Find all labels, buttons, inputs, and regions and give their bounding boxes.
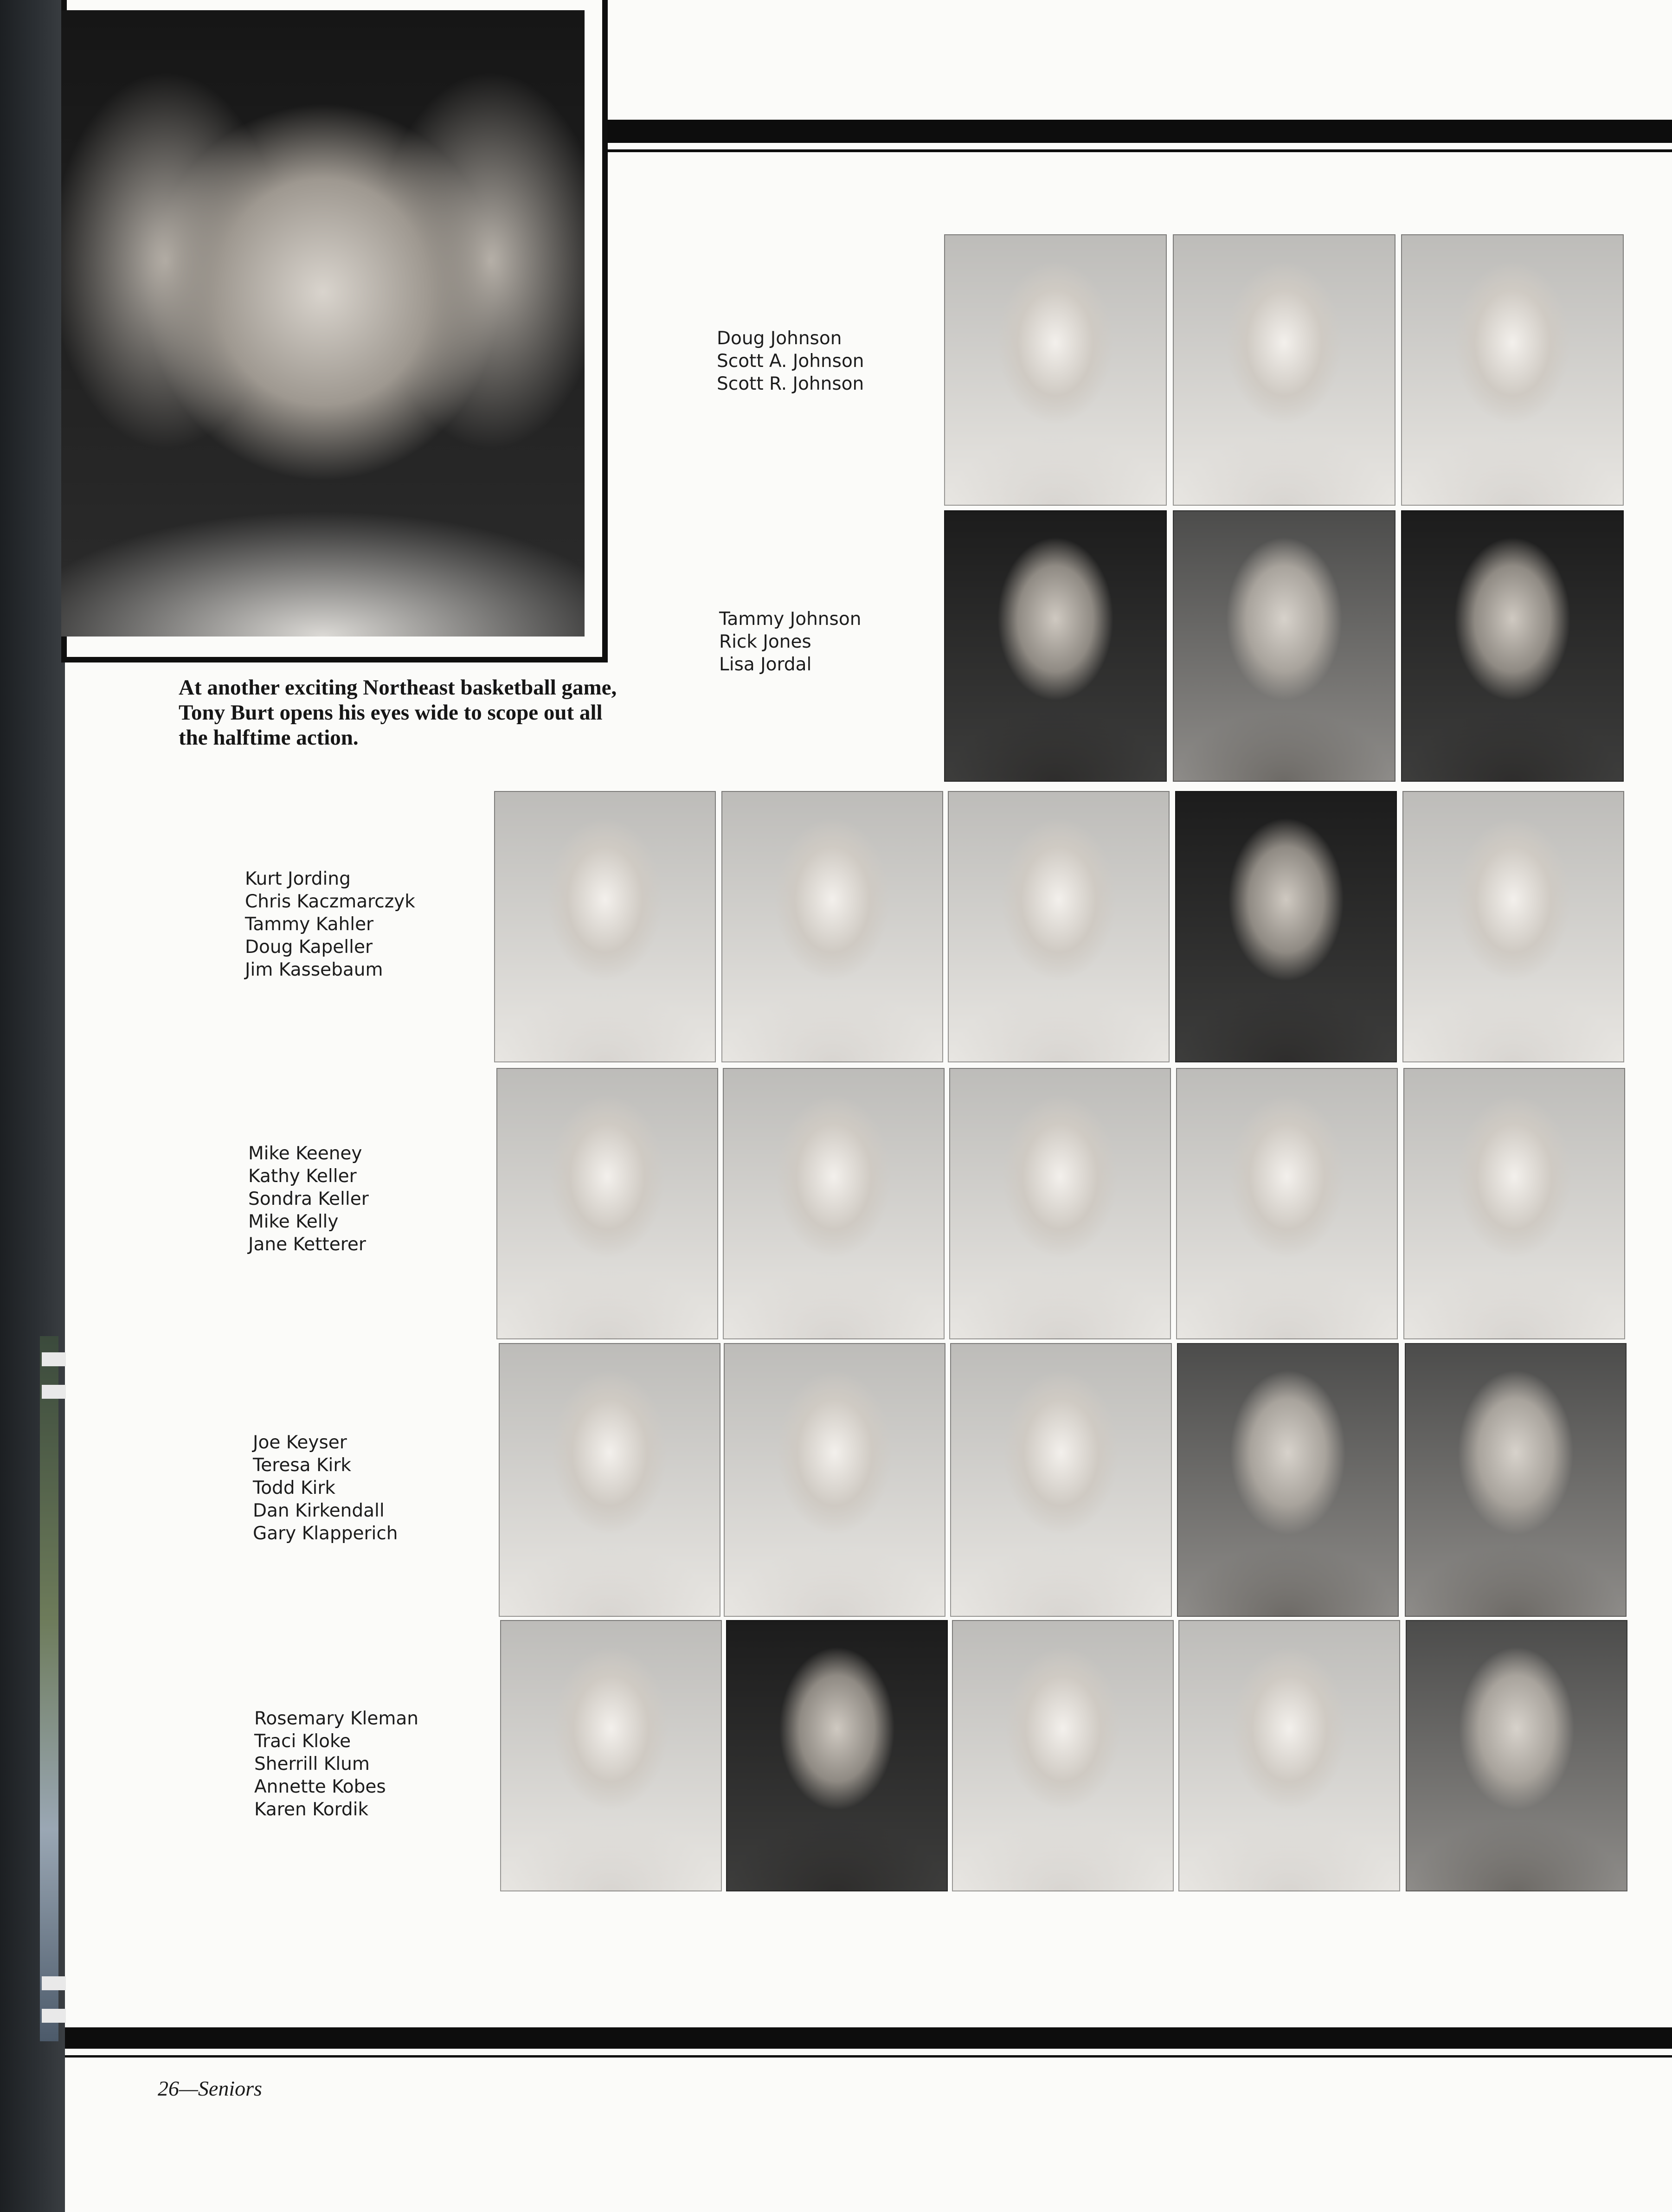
student-name: Rosemary Kleman (254, 1708, 418, 1729)
portrait-photo (1403, 1068, 1625, 1339)
student-name: Gary Klapperich (253, 1523, 398, 1544)
portrait-photo (948, 791, 1170, 1062)
portrait-photo (721, 791, 943, 1062)
portrait-photo (1173, 234, 1395, 506)
student-name: Tammy Kahler (245, 914, 374, 935)
student-name: Chris Kaczmarczyk (245, 891, 415, 912)
portrait-photo (1173, 510, 1395, 782)
student-name: Annette Kobes (254, 1776, 386, 1797)
student-name: Scott R. Johnson (717, 373, 864, 394)
names-group-5 (253, 1431, 398, 1545)
student-name: Jane Ketterer (248, 1234, 366, 1255)
portrait-photo (944, 234, 1167, 506)
student-name: Joe Keyser (253, 1432, 347, 1453)
binding-mark (42, 1385, 66, 1399)
student-name: Todd Kirk (253, 1478, 335, 1498)
student-name: Mike Keeney (248, 1143, 362, 1164)
student-name: Doug Kapeller (245, 937, 373, 958)
portrait-photo (1178, 1620, 1400, 1891)
student-name: Doug Johnson (717, 328, 842, 349)
page-folio: 26—Seniors (158, 2077, 262, 2100)
top-rule-thin (608, 149, 1672, 152)
feature-caption: At another exciting Northeast basketball game, Tony Burt opens his eyes wide to scope out all the halftime action. (179, 675, 617, 750)
portrait-photo (1177, 1343, 1399, 1617)
student-name: Jim Kassebaum (245, 959, 383, 980)
portrait-photo (494, 791, 716, 1062)
portrait-photo (496, 1068, 718, 1339)
student-name: Kathy Keller (248, 1166, 357, 1187)
names-group-2 (719, 608, 861, 676)
binding-mark (42, 2009, 66, 2023)
portrait-photo (1176, 1068, 1398, 1339)
portrait-photo (1406, 1620, 1627, 1891)
student-name: Sondra Keller (248, 1189, 369, 1209)
portrait-photo (724, 1343, 945, 1617)
student-name: Tammy Johnson (719, 609, 862, 630)
top-rule (608, 120, 1672, 143)
names-group-4 (248, 1142, 369, 1256)
binding-mark (42, 1352, 66, 1366)
portrait-photo (500, 1620, 722, 1891)
student-name: Dan Kirkendall (253, 1500, 385, 1521)
student-name: Rick Jones (719, 631, 811, 652)
student-name: Lisa Jordal (719, 654, 812, 675)
names-group-1 (717, 327, 864, 395)
names-group-3 (245, 868, 415, 981)
bottom-rule (65, 2027, 1672, 2049)
feature-photo (61, 10, 585, 637)
names-group-6 (254, 1707, 418, 1821)
portrait-photo (1175, 791, 1397, 1062)
student-name: Teresa Kirk (253, 1455, 352, 1476)
portrait-photo (726, 1620, 948, 1891)
portrait-photo (1401, 234, 1624, 506)
bottom-rule-thin (65, 2055, 1672, 2058)
student-name: Karen Kordik (254, 1799, 369, 1820)
portrait-photo (499, 1343, 720, 1617)
portrait-photo (944, 510, 1167, 782)
student-name: Mike Kelly (248, 1211, 339, 1232)
book-binding-edge (0, 0, 65, 2212)
portrait-photo (1402, 791, 1624, 1062)
binding-color-strip (40, 1336, 58, 2041)
portrait-photo (952, 1620, 1174, 1891)
portrait-photo (1401, 510, 1624, 782)
student-name: Traci Kloke (254, 1731, 351, 1752)
student-name: Scott A. Johnson (717, 351, 864, 372)
binding-mark (42, 1976, 66, 1990)
portrait-photo (1405, 1343, 1627, 1617)
student-name: Kurt Jording (245, 868, 351, 889)
portrait-photo (723, 1068, 945, 1339)
portrait-photo (949, 1068, 1171, 1339)
student-name: Sherrill Klum (254, 1754, 370, 1775)
portrait-photo (950, 1343, 1172, 1617)
